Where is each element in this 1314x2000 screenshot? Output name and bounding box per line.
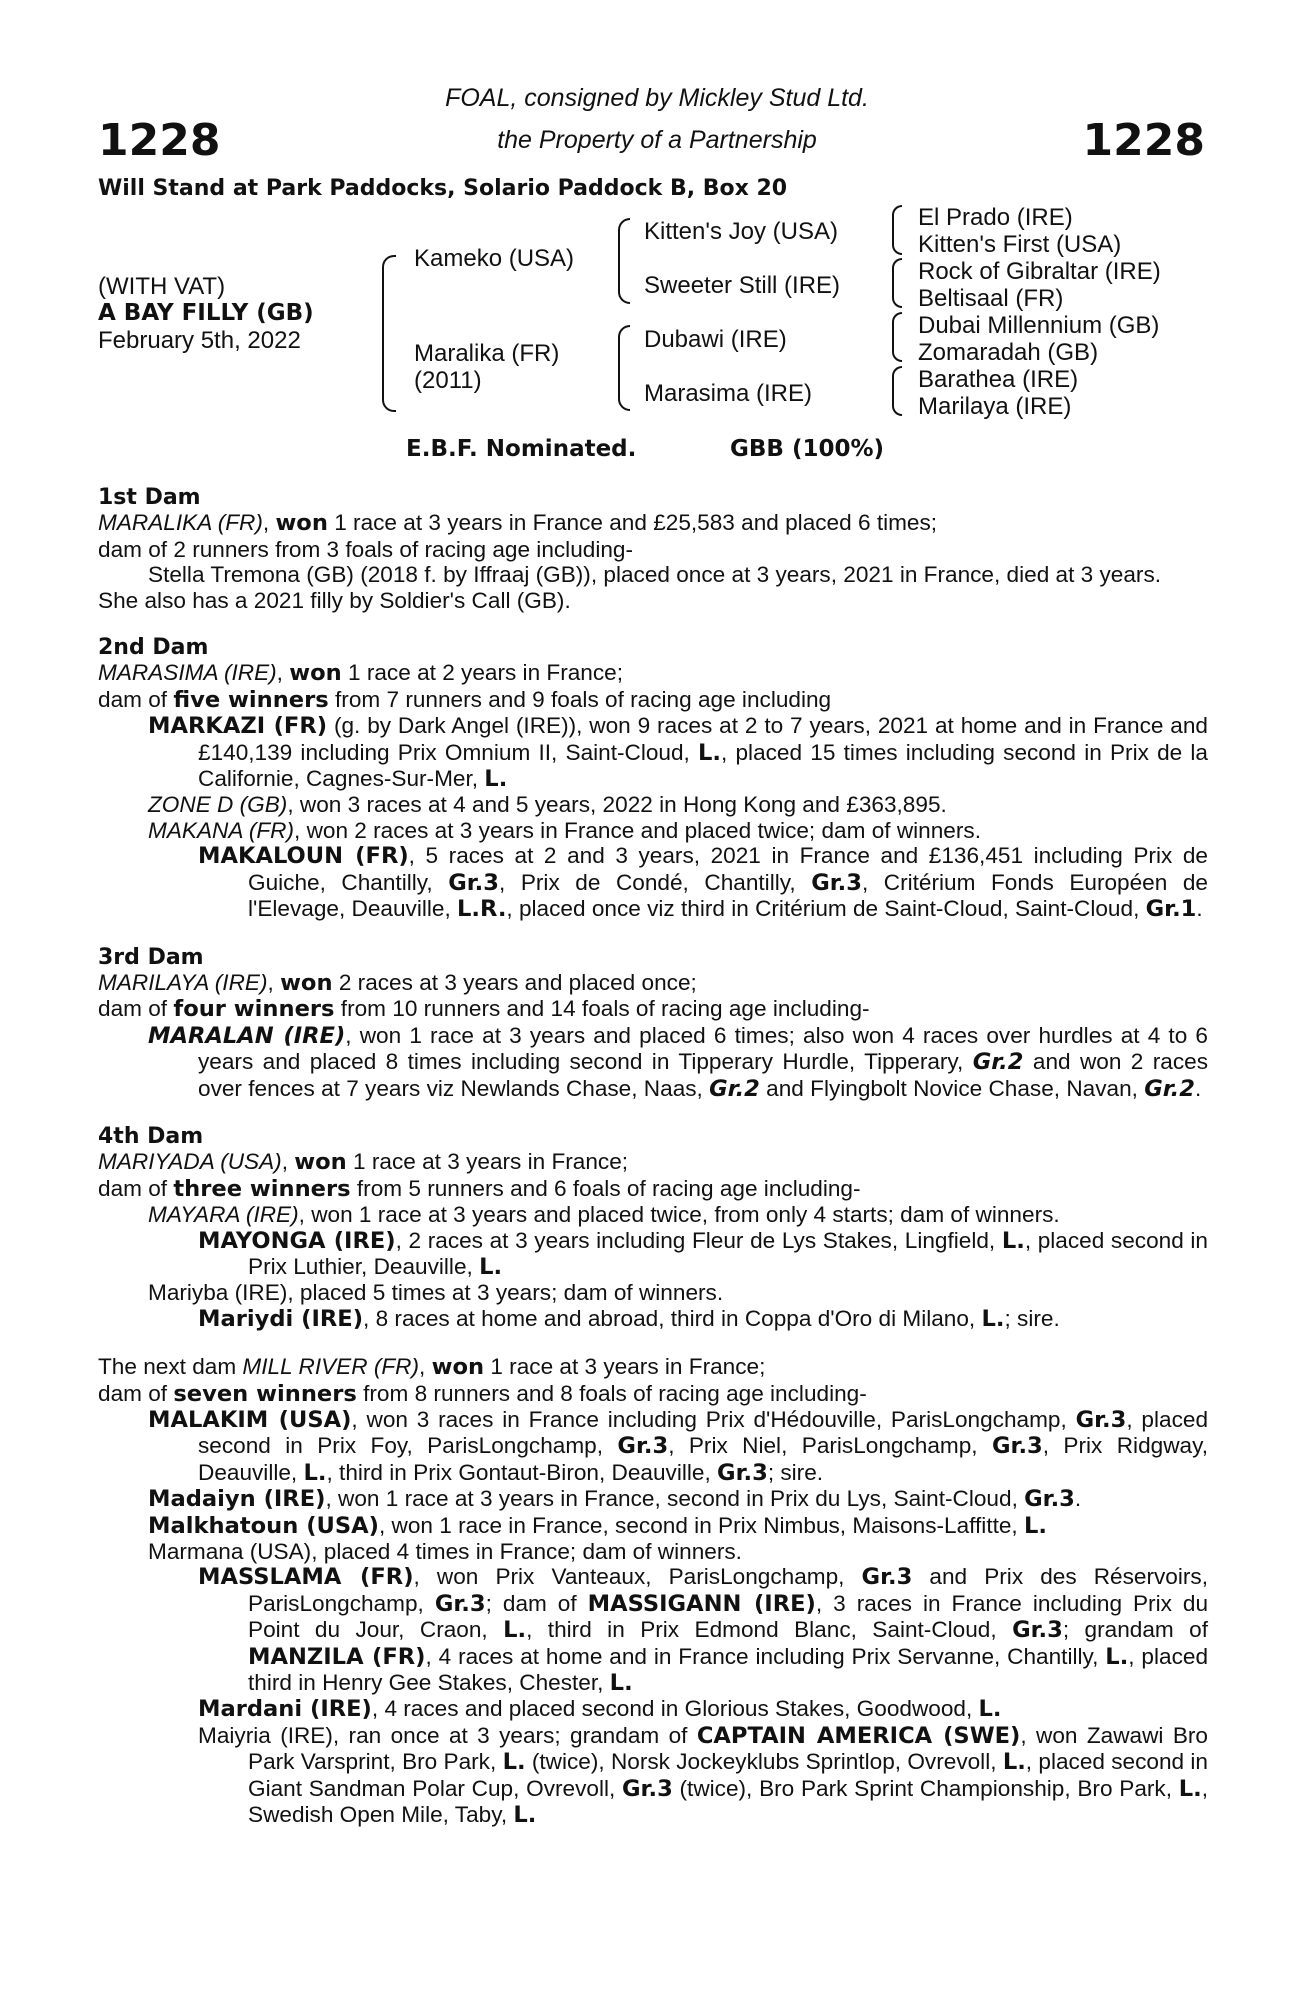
section-heading-fourth-dam: 4th Dam [98, 1123, 204, 1149]
produce-entry: MAYARA (IRE), won 1 race at 3 years and placed twice, from only 4 starts; dam of winners. [148, 1202, 1060, 1228]
produce-entry: MALAKIM (USA), won 3 races in France including Prix d'Hédouville, ParisLongchamp, Gr.3, placed second in Prix Foy, ParisLongchamp, Gr.3, Prix Niel, ParisLongchamp, Gr.3, Prix Ridgway, Deauville, L., third in Prix Gontaut-Biron, Deauville, Gr.3; sire. [148, 1407, 1209, 1486]
produce-entry: Maiyria (IRE), ran once at 3 years; grandam of CAPTAIN AMERICA (SWE), won Zawawi Bro Park Varsprint, Bro Park, L. (twice), Norsk Jockeyklubs Sprintlop, Ovrevoll, L., placed second in Giant Sandman Polar Cup, Ovrevoll, Gr.3 (twice), Bro Park Sprint Championship, Bro Park, L., Swedish Open Mile, Taby, L. [198, 1722, 1208, 1829]
section-heading-first-dam: 1st Dam [98, 485, 201, 510]
next-dam-record: The next dam MILL RIVER (FR), won 1 race at 3 years in France; [98, 1354, 766, 1381]
produce-entry: MARALAN (IRE), won 1 race at 3 years and placed 6 times; also won 4 races over hurdles at 4 to 6 years and placed 8 times including second in Tipperary Hurdle, Tipperary, Gr.2 and won 2 races over fences at 7 years viz Newlands Chase, Naas, Gr.2 and Flyingbolt Novice Chase, Navan, Gr.2. [148, 1022, 1208, 1102]
gg-4: Beltisaal (FR) [918, 285, 1064, 312]
produce-entry: Marmana (USA), placed 4 times in France; dam of winners. [148, 1539, 742, 1565]
dam-2-record: MARASIMA (IRE), won 1 race at 2 years in France; [98, 660, 624, 687]
vat-label: (WITH VAT) [98, 273, 226, 300]
produce-entry: MAYONGA (IRE), 2 races at 3 years including Fleur de Lys Stakes, Lingfield, L., placed second in Prix Luthier, Deauville, L. [198, 1227, 1208, 1280]
pedigree-brace-main [382, 255, 396, 412]
produce-entry: Mariyba (IRE), placed 5 times at 3 years; dam of winners. [148, 1280, 724, 1306]
dam-2-produce-intro: dam of five winners from 7 runners and 9 foals of racing age including [98, 686, 832, 713]
dam-dam: Marasima (IRE) [644, 380, 813, 407]
section-heading-third-dam: 3rd Dam [98, 944, 204, 970]
dam-3-produce-intro: dam of four winners from 10 runners and 14 foals of racing age including- [98, 996, 870, 1023]
gg-7: Barathea (IRE) [918, 366, 1079, 393]
pedigree-brace-dam [618, 325, 630, 411]
lot-number-left: 1228 [98, 115, 221, 166]
catalogue-page-body [98, 485, 1208, 1829]
property-line: the Property of a Partnership [497, 126, 817, 154]
produce-entry: Madaiyn (IRE), won 1 race at 3 years in France, second in Prix du Lys, Saint-Cloud, Gr.3. [148, 1486, 1082, 1513]
consignor-line: FOAL, consigned by Mickley Stud Ltd. [445, 84, 869, 112]
produce-entry: Mardani (IRE), 4 races and placed second in Glorious Stakes, Goodwood, L. [198, 1696, 1002, 1723]
dam-1-record: MARALIKA (FR), won 1 race at 3 years in France and £25,583 and placed 6 times; [98, 510, 938, 537]
foaling-date: February 5th, 2022 [98, 327, 301, 354]
gg-3: Rock of Gibraltar (IRE) [918, 258, 1161, 285]
dam-1-produce-intro: dam of 2 runners from 3 foals of racing age including- [98, 536, 634, 562]
pedigree-brace-sire [618, 218, 630, 304]
dam-year: (2011) [414, 367, 482, 394]
pedigree-brace-g3 [892, 312, 902, 362]
next-dam-produce-intro: dam of seven winners from 8 runners and 8 foals of racing age including- [98, 1380, 867, 1407]
dam-name: Maralika (FR) [414, 340, 560, 367]
dam-4-produce-intro: dam of three winners from 5 runners and 6 foals of racing age including- [98, 1175, 861, 1202]
produce-entry: MAKALOUN (FR), 5 races at 2 and 3 years, 2021 in France and £136,451 including Prix de Guiche, Chantilly, Gr.3, Prix de Condé, Chantilly, Gr.3, Critérium Fonds Européen de l'Elevage, Deauville, L.R., placed once viz third in Critérium de Saint-Cloud, Saint-Cloud, Gr.1. [198, 843, 1208, 923]
pedigree-brace-g2 [892, 258, 902, 308]
horse-description: A BAY FILLY (GB) [98, 300, 314, 326]
produce-entry: ZONE D (GB), won 3 races at 4 and 5 years, 2022 in Hong Kong and £363,895. [148, 792, 947, 818]
dam-1-note: She also has a 2021 filly by Soldier's Call (GB). [98, 587, 571, 613]
gg-2: Kitten's First (USA) [918, 231, 1122, 258]
dam-sire: Dubawi (IRE) [644, 326, 787, 353]
ebf-badge: E.B.F. Nominated. [406, 436, 637, 462]
pedigree-brace-g1 [892, 205, 902, 255]
produce-entry: MASSLAMA (FR), won Prix Vanteaux, ParisLongchamp, Gr.3 and Prix des Réservoirs, ParisLongchamp, Gr.3; dam of MASSIGANN (IRE), 3 races in France including Prix du Point du Jour, Craon, L., third in Prix Edmond Blanc, Saint-Cloud, Gr.3; grandam of MANZILA (FR), 4 races at home and in France including Prix Servanne, Chantilly, L., placed third in Henry Gee Stakes, Chester, L. [198, 1564, 1209, 1697]
produce-entry: MARKAZI (FR) (g. by Dark Angel (IRE)), won 9 races at 2 to 7 years, 2021 at home and in France and £140,139 including Prix Omnium II, Saint-Cloud, L., placed 15 times including second in Prix de la Californie, Cagnes-Sur-Mer, L. [148, 713, 1208, 793]
sire-name: Kameko (USA) [414, 245, 575, 272]
gg-8: Marilaya (IRE) [918, 393, 1072, 420]
sire-sire: Kitten's Joy (USA) [644, 218, 838, 245]
lot-number-right: 1228 [1082, 115, 1205, 166]
sire-dam: Sweeter Still (IRE) [644, 272, 841, 299]
dam-4-record: MARIYADA (USA), won 1 race at 3 years in France; [98, 1149, 629, 1176]
produce-entry: Malkhatoun (USA), won 1 race in France, second in Prix Nimbus, Maisons-Laffitte, L. [148, 1512, 1047, 1539]
pedigree-brace-g4 [892, 366, 902, 416]
produce-entry: Stella Tremona (GB) (2018 f. by Iffraaj (GB)), placed once at 3 years, 2021 in France, died at 3 years. [148, 562, 1162, 588]
section-heading-second-dam: 2nd Dam [98, 635, 209, 661]
produce-entry: MAKANA (FR), won 2 races at 3 years in France and placed twice; dam of winners. [148, 817, 981, 843]
stand-location: Will Stand at Park Paddocks, Solario Paddock B, Box 20 [98, 176, 788, 201]
gg-5: Dubai Millennium (GB) [918, 312, 1160, 339]
gg-6: Zomaradah (GB) [918, 339, 1099, 366]
produce-entry: Mariydi (IRE), 8 races at home and abroad, third in Coppa d'Oro di Milano, L.; sire. [198, 1305, 1060, 1332]
dam-3-record: MARILAYA (IRE), won 2 races at 3 years and placed once; [98, 969, 697, 996]
gbb-badge: GBB (100%) [730, 436, 885, 462]
gg-1: El Prado (IRE) [918, 204, 1073, 231]
